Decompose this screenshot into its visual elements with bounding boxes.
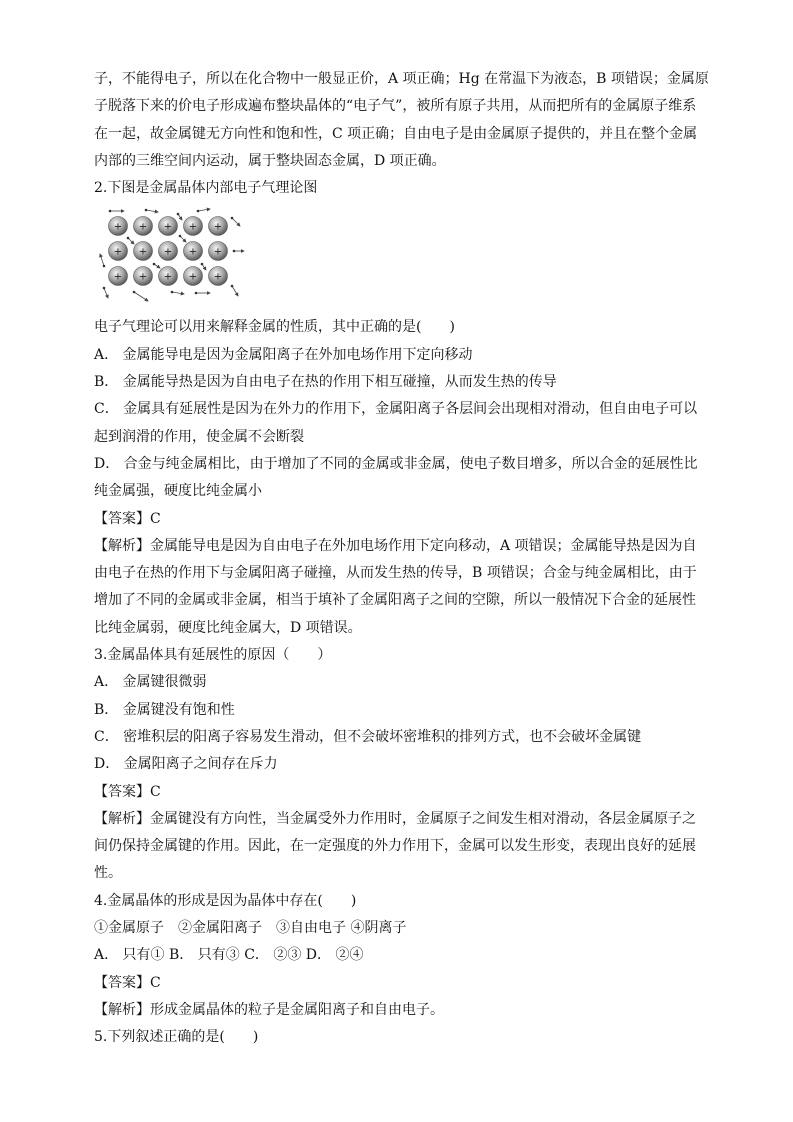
question-stem: 电子气理论可以用来解释金属的性质，其中正确的是( ) (94, 319, 455, 336)
text-line: 内部的三维空间内运动，属于整块固态金属，D 项正确。 (94, 152, 446, 169)
svg-text:+: + (163, 246, 173, 258)
option-a: A． 金属能导电是因为金属阳离子在外加电场作用下定向移动 (94, 346, 473, 363)
question-title: 4.金属晶体的形成是因为晶体中存在( ) (94, 892, 357, 909)
free-electron (233, 250, 236, 253)
free-electron (133, 291, 136, 294)
analysis-line: 由电子在热的作用下与金属阳离子碰撞，从而发生热的传导，B 项错误；合金与纯金属相比，由于 (94, 565, 697, 582)
metal-cation (109, 267, 128, 286)
free-electron (179, 235, 182, 238)
free-electron-arrow (104, 288, 108, 298)
document-content (94, 66, 709, 1052)
free-electron-arrow (100, 254, 104, 266)
free-electron-arrow (232, 286, 238, 296)
option-d: D． 合金与纯金属相比，由于增加了不同的金属或非金属，使电子数目增多，所以合金的延展性比 (94, 455, 698, 472)
svg-text:+: + (213, 271, 223, 283)
free-electron-arrow (198, 209, 210, 211)
analysis-line: 【解析】金属键没有方向性，当金属受外力作用时，金属原子之间发生相对滑动，各层金属原子之 (94, 810, 696, 827)
free-electron (103, 265, 106, 268)
option-b: B． 金属键没有饱和性 (94, 701, 235, 718)
text-line: 子，不能得电子，所以在化合物中一般显正价，A 项正确；Hg 在常温下为液态，B 项错误；金属原 (94, 71, 709, 87)
free-electron (195, 292, 198, 295)
answer: 【答案】C (94, 974, 161, 991)
free-electron (197, 210, 200, 213)
free-electron (201, 263, 204, 266)
analysis-line: 间仍保持金属键的作用。因此，在一定强度的外力作用下，金属可以发生形变，表现出良好的延展 (94, 838, 696, 855)
metal-cation (184, 267, 203, 286)
metal-cation (184, 242, 203, 261)
electron-gas-figure (98, 206, 248, 306)
metal-cation (159, 217, 178, 236)
metal-cation (209, 217, 228, 236)
metal-cation (209, 267, 228, 286)
metal-cation (134, 267, 153, 286)
metal-cation (159, 242, 178, 261)
svg-text:+: + (163, 221, 173, 233)
free-electron (231, 285, 234, 288)
option-a: A． 金属键很微弱 (94, 674, 207, 691)
svg-text:+: + (188, 271, 198, 283)
svg-text:+: + (213, 221, 223, 233)
free-electron-arrow (172, 292, 184, 294)
option-d: D． 金属阳离子之间存在斥力 (94, 756, 278, 773)
svg-text:+: + (188, 221, 198, 233)
metal-cation (159, 267, 178, 286)
option-d-continued: 纯金属强，硬度比纯金属小 (94, 483, 262, 500)
metal-cation (109, 217, 128, 236)
analysis-line: 增加了不同的金属或非金属，相当于填补了金属阳离子之间的空隙，所以一般情况下合金的延展性 (94, 592, 696, 609)
free-electron-arrow (134, 292, 148, 301)
question-4 (94, 888, 704, 1024)
metal-cation (109, 242, 128, 261)
free-electron (109, 210, 112, 213)
free-electron-arrow (146, 210, 158, 212)
answer: 【答案】C (94, 510, 161, 527)
free-electron (103, 287, 106, 290)
item-list: ①金属原子 ②金属阳离子 ③自由电子 ④阴离子 (94, 920, 407, 937)
svg-text:+: + (113, 221, 123, 233)
free-electron (231, 217, 234, 220)
question-2 (94, 175, 704, 642)
option-c: C． 密堆积层的阳离子容易发生滑动，但不会破坏密堆积的排列方式，也不会破坏金属键 (94, 728, 642, 745)
question-title: 3.金属晶体具有延展性的原因（ ） (94, 647, 332, 664)
analysis-line: 性。 (94, 865, 122, 882)
svg-text:+: + (213, 246, 223, 258)
free-electron (171, 291, 174, 294)
text-line: 在一起，故金属键无方向性和饱和性，C 项正确；自由电子是由金属原子提供的，并且在整个金属 (94, 125, 698, 142)
metal-cation (134, 217, 153, 236)
question-3 (94, 642, 704, 888)
electron-gas-diagram (98, 206, 248, 306)
metal-cation (184, 217, 203, 236)
metal-cation (134, 242, 153, 261)
analysis-line: 比纯金属弱，硬度比纯金属大，D 项错误。 (94, 619, 362, 636)
q1-analysis-tail (94, 66, 709, 175)
svg-text:+: + (113, 246, 123, 258)
answer: 【答案】C (94, 783, 161, 800)
free-electron (177, 213, 180, 216)
analysis-line: 【解析】金属能导电是因为自由电子在外加电场作用下定向移动，A 项错误；金属能导热是因为自 (94, 537, 697, 554)
free-electron (127, 237, 130, 240)
free-electron-arrow (232, 218, 240, 226)
free-electron (145, 209, 148, 212)
metal-cation (209, 242, 228, 261)
option-c-continued: 起到润滑的作用，使金属不会断裂 (94, 428, 304, 445)
svg-text:+: + (138, 221, 148, 233)
svg-text:+: + (138, 246, 148, 258)
svg-text:+: + (163, 271, 173, 283)
text-line: 子脱落下来的价电子形成遍布整块晶体的“电子气”，被所有原子共用，从而把所有的金属原子维系 (94, 98, 697, 115)
svg-text:+: + (113, 271, 123, 283)
option-c: C． 金属具有延展性是因为在外力的作用下，金属阳离子各层间会出现相对滑动，但自由电子可以 (94, 401, 698, 418)
free-electron (153, 263, 156, 266)
question-5 (94, 1024, 704, 1051)
option-b: B． 金属能导热是因为自由电子在热的作用下相互碰撞，从而发生热的传导 (94, 374, 557, 391)
svg-text:+: + (138, 271, 148, 283)
analysis-line: 【解析】形成金属晶体的粒子是金属阳离子和自由电子。 (94, 1001, 444, 1018)
svg-text:+: + (188, 246, 198, 258)
options-row: A． 只有① B． 只有③ C． ②③ D． ②④ (94, 947, 364, 964)
question-title: 5.下列叙述正确的是( ) (94, 1029, 259, 1046)
question-title: 2.下图是金属晶体内部电子气理论图 (94, 180, 318, 197)
